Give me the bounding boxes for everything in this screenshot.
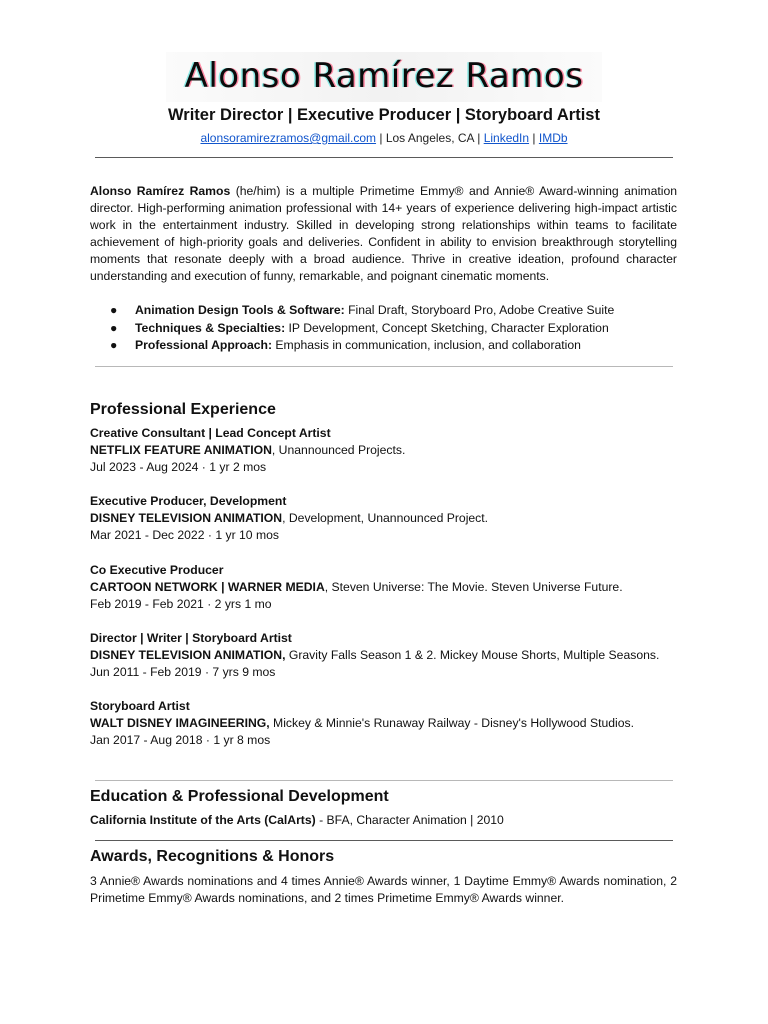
job-role: Director | Writer | Storyboard Artist: [90, 631, 292, 645]
summary-name: Alonso Ramírez Ramos: [90, 184, 231, 198]
job-projects: , Development, Unannounced Project.: [282, 511, 489, 525]
separator: |: [529, 131, 539, 145]
imdb-link[interactable]: IMDb: [538, 131, 568, 145]
job-company: DISNEY TELEVISION ANIMATION: [90, 511, 283, 525]
awards-heading: Awards, Recognitions & Honors: [90, 848, 335, 865]
job-role: Co Executive Producer: [90, 563, 224, 577]
email-link[interactable]: alonsoramirezramos@gmail.com: [200, 131, 377, 145]
skill-label: Professional Approach:: [135, 338, 273, 352]
job-dates: Mar 2021 - Dec 2022 · 1 yr 10 mos: [90, 528, 279, 542]
job-entry: [90, 698, 690, 749]
job-dates: Jan 2017 - Aug 2018 · 1 yr 8 mos: [90, 733, 271, 747]
summary-divider: [95, 366, 673, 367]
job-dates: Feb 2019 - Feb 2021 · 2 yrs 1 mo: [90, 597, 272, 611]
job-dates: Jun 2011 - Feb 2019 · 7 yrs 9 mos: [90, 665, 276, 679]
job-role: Storyboard Artist: [90, 699, 190, 713]
job-projects: , Steven Universe: The Movie. Steven Universe Future.: [324, 580, 623, 594]
skills-list-item: [110, 337, 670, 355]
education-entry: [90, 813, 504, 827]
contact-line: [0, 131, 768, 145]
skill-text: Emphasis in communication, inclusion, and collaboration: [272, 338, 581, 352]
candidate-name: Alonso Ramírez Ramos: [184, 56, 584, 96]
job-company-line: [90, 579, 690, 596]
experience-divider: [95, 780, 673, 781]
job-company: WALT DISNEY IMAGINEERING,: [90, 716, 270, 730]
headline: Writer Director | Executive Producer | Storyboard Artist: [168, 106, 600, 124]
job-company: CARTOON NETWORK | WARNER MEDIA: [90, 580, 325, 594]
job-entry: [90, 425, 690, 476]
education-heading: Education & Professional Development: [90, 788, 389, 805]
job-company: NETFLIX FEATURE ANIMATION: [90, 443, 272, 457]
job-entry: [90, 562, 690, 613]
skill-text: Final Draft, Storyboard Pro, Adobe Creative Suite: [344, 303, 615, 317]
experience-heading: Professional Experience: [90, 401, 276, 418]
education-divider: [95, 840, 673, 841]
skills-list: [110, 302, 670, 355]
summary-text: (he/him) is a multiple Primetime Emmy® and Annie® Award-winning animation director. High-performing animation professional with 14+ years of experience delivering high-impact artistic work in the entertainment industry. Skilled in developing strong relationships within teams to facilitate achievement of high-priority goals and deliveries. Confident in ability to envision breakthrough storytelling moments that resonate deeply with a broad audience. Thrive in creative ideation, profound character understanding and execution of funny, remarkable, and poignant cinematic moments.: [90, 184, 677, 283]
school-name: California Institute of the Arts (CalArts): [90, 813, 316, 827]
job-entry: [90, 630, 690, 681]
job-projects: , Unannounced Projects.: [271, 443, 406, 457]
skills-list-item: [110, 302, 670, 320]
education-detail: - BFA, Character Animation | 2010: [315, 813, 504, 827]
bullet-icon: ●: [110, 320, 118, 335]
job-dates: Jul 2023 - Aug 2024 · 1 yr 2 mos: [90, 460, 267, 474]
bullet-icon: ●: [110, 338, 118, 352]
job-role: Executive Producer, Development: [90, 494, 287, 508]
skill-text: IP Development, Concept Sketching, Character Exploration: [285, 320, 609, 335]
job-company-line: [90, 510, 690, 527]
job-projects: Mickey & Minnie's Runaway Railway - Disney's Hollywood Studios.: [269, 716, 634, 730]
job-role: Creative Consultant | Lead Concept Artist: [90, 426, 331, 440]
linkedin-link[interactable]: LinkedIn: [483, 131, 530, 145]
job-company-line: [90, 442, 690, 459]
skill-label: Techniques & Specialties:: [135, 320, 286, 335]
bullet-icon: ●: [110, 303, 118, 317]
header-divider: [95, 157, 673, 158]
job-company-line: [90, 715, 690, 732]
job-company-line: [90, 647, 690, 664]
job-projects: Gravity Falls Season 1 & 2. Mickey Mouse Shorts, Multiple Seasons.: [285, 648, 660, 662]
skills-list-item: [110, 320, 670, 338]
skill-label: Animation Design Tools & Software:: [135, 303, 345, 317]
summary-paragraph: [90, 183, 677, 285]
job-company: DISNEY TELEVISION ANIMATION,: [90, 648, 286, 662]
awards-paragraph: 3 Annie® Awards nominations and 4 times Annie® Awards winner, 1 Daytime Emmy® Awards nomination, 2 Primetime Emmy® Awards nominations, and 2 times Primetime Emmy® Awards winner.: [90, 874, 677, 905]
job-entry: [90, 493, 690, 544]
location-text: | Los Angeles, CA |: [376, 131, 484, 145]
